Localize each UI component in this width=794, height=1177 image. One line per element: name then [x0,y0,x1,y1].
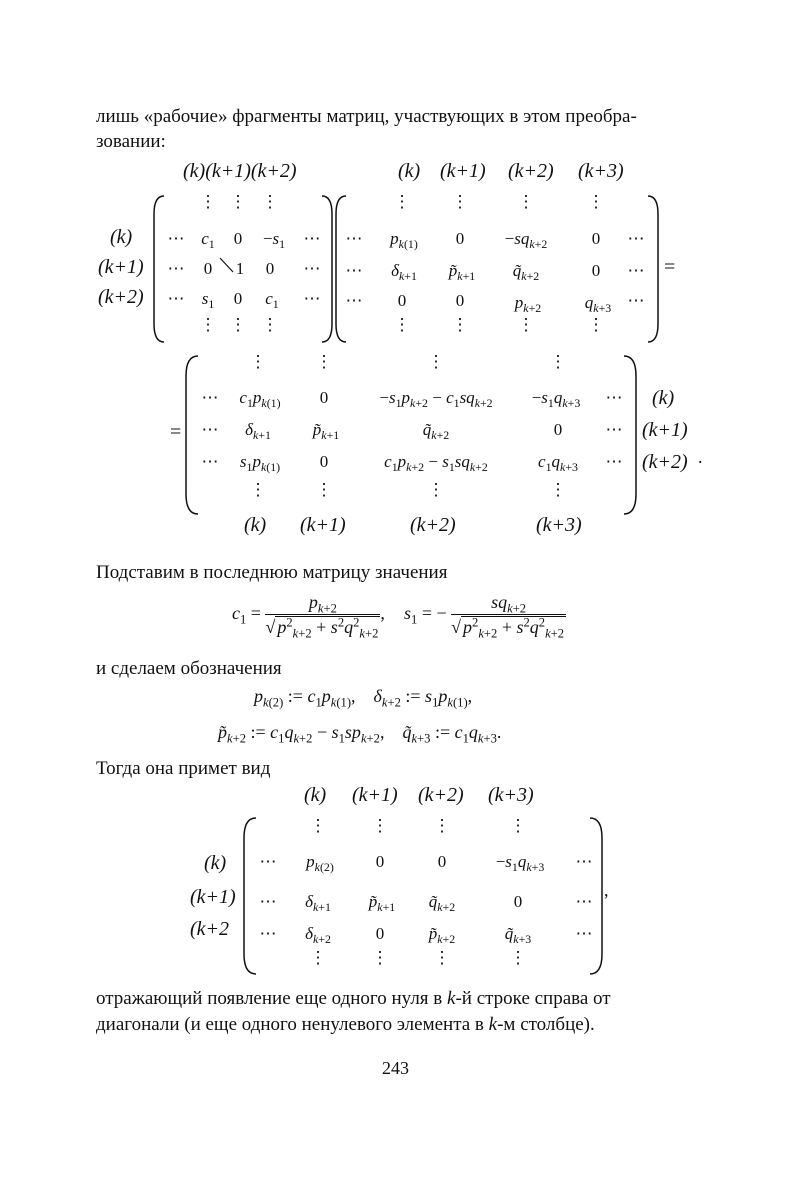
column-label: (k) [244,514,267,536]
column-label: (k+3) [488,784,534,806]
matrix-entry: ⋮ [549,480,567,499]
matrix-entry: ⋯ [345,261,363,280]
matrix-entry: ⋯ [201,452,219,471]
matrix-entry: 0 [437,852,447,871]
matrix-entry: 0 [375,924,385,943]
matrix-entry: ⋯ [303,229,321,248]
matrix-entry: 0 [591,229,601,248]
matrix-entry: ⋮ [371,816,389,835]
matrix-entry: $c_1p_{k(1)}$ [239,388,281,411]
matrix-entry: $-s_1q_{k+3}$ [531,388,581,411]
matrix-entry: $p̃_{k+2}$ [428,924,456,947]
matrix-entry: ⋮ [433,816,451,835]
matrix-entry: $q̃_{k+2}$ [422,420,450,443]
column-label: (k) [304,784,327,806]
matrix-entry: 0 [455,229,465,248]
matrix-entry: ⋯ [167,229,185,248]
page-number: 243 [382,1058,409,1078]
matrix-entry: ⋮ [229,192,247,211]
matrix-entry: 0 [233,229,243,248]
matrix-entry: ⋯ [605,452,623,471]
matrix-entry: ⋯ [201,388,219,407]
paragraph-line: зовании: [96,131,166,152]
matrix-entry: ⋯ [627,291,645,310]
paragraph-line: отражающий появление еще одного нуля в k-й строке справа от [96,988,611,1009]
matrix-entry: $c_1$ [265,289,279,312]
matrix-entry: $-s_1p_{k+2} - c_1sq_{k+2}$ [379,388,493,411]
matrix-entry: ⋯ [303,289,321,308]
column-labels: (k)(k+1)(k+2) [183,160,297,182]
paragraph-line: Подставим в последнюю матрицу значения [96,562,448,583]
matrix-entry: $p̃_{k+1}$ [448,261,476,284]
matrix-entry: 0 [265,259,275,278]
matrix-entry: ⋯ [605,388,623,407]
matrix-entry: $c_1$ [201,229,215,252]
matrix-entry: ⋮ [451,315,469,334]
formula-c1: $c_1$ = $\frac{p_{k+2}}{√ p^2_{k+2} + s^2q^2_{k+2}}$ , [232,592,385,641]
definition-line: $p_{k(2)}$ := $c_1p_{k(1)}$, $\delta_{k+2}$ := $s_1p_{k(1)}$, [254,686,473,710]
equals-sign: = [664,256,676,278]
matrix-entry: $p_{k(2)}$ [306,852,334,875]
matrix-entry: $p_{k(1)}$ [390,229,418,252]
matrix-entry: ⋮ [371,948,389,967]
formula-s1: $s_1$ = − $\frac{sq_{k+2}}{√ p^2_{k+2} + s^2q^2_{k+2}}$ [404,592,565,641]
matrix-entry: 0 [591,261,601,280]
row-label: (k) [652,387,675,409]
paragraph-line: диагонали (и еще одного ненулевого элемента в k-м столбце). [96,1014,595,1035]
matrix-entry: ⋯ [575,924,593,943]
matrix-entry: ⋯ [201,420,219,439]
row-label: (k+2) [642,451,688,473]
matrix-entry: ⋯ [167,259,185,278]
matrix-entry: 0 [375,852,385,871]
equals-sign: = [170,421,182,443]
matrix-entry: ⋮ [587,315,605,334]
matrix-entry: ⋮ [451,192,469,211]
matrix-entry: ⋮ [393,315,411,334]
matrix-entry: $p̃_{k+1}$ [368,892,396,915]
matrix-entry: ⋮ [261,192,279,211]
column-label: (k+3) [536,514,582,536]
matrix-entry: $c_1q_{k+3}$ [538,452,578,475]
matrix-entry: ⋯ [259,852,277,871]
matrix-entry: ⋯ [627,261,645,280]
matrix-entry: $-sq_{k+2}$ [504,229,548,252]
row-label: (k+1) [98,256,144,278]
matrix-entry: ⋮ [587,192,605,211]
matrix-entry: ⋮ [249,480,267,499]
column-label: (k+1) [352,784,398,806]
matrix-entry: ⋯ [259,924,277,943]
matrix-entry: ⋮ [229,315,247,334]
row-label: (k+2 [190,918,230,940]
matrix-entry: ⋮ [427,352,445,371]
matrix-entry: ⋮ [309,816,327,835]
column-label: (k+3) [578,160,624,182]
matrix-entry: ⋯ [605,420,623,439]
matrix-entry: $q̃_{k+3}$ [504,924,532,947]
matrix-entry: ⋮ [509,948,527,967]
matrix-entry: ⋯ [575,852,593,871]
matrix-entry: ⋯ [575,892,593,911]
matrix-entry: $q_{k+3}$ [584,293,612,316]
matrix-entry: $c_1p_{k+2} - s_1sq_{k+2}$ [384,452,488,475]
matrix-entry: ⋯ [303,259,321,278]
matrix-entry: $\delta_{k+1}$ [245,420,271,443]
row-label: (k) [204,852,227,874]
matrix-entry: ⋯ [627,229,645,248]
matrix-entry: $-s_1$ [262,229,286,252]
column-label: (k+2) [418,784,464,806]
matrix-entry: 0 [233,289,243,308]
matrix-entry: $\delta_{k+1}$ [305,892,331,915]
matrix-entry: ⋮ [199,192,217,211]
definition-line: $p̃_{k+2}$ := $c_1q_{k+2} - s_1sp_{k+2}$, $q̃_{k+3}$ := $c_1q_{k+3}$. [218,722,502,746]
matrix-entry: $\delta_{k+2}$ [305,924,331,947]
matrix-entry: $q̃_{k+2}$ [428,892,456,915]
matrix-entry: ⋮ [249,352,267,371]
matrix-entry: ⋮ [261,315,279,334]
column-label: (k+2) [410,514,456,536]
matrix-entry: ⋮ [549,352,567,371]
matrix-entry: ⋮ [199,315,217,334]
matrix-entry: 0 [319,452,329,471]
matrix-entry: $p_{k+2}$ [514,293,542,316]
matrix-entry: $s_1p_{k(1)}$ [239,452,281,475]
column-label: (k+1) [440,160,486,182]
matrix-entry: 0 [513,892,523,911]
paragraph-line: лишь «рабочие» фрагменты матриц, участвующих в этом преобра- [96,106,637,127]
matrix-entry: ⋯ [167,289,185,308]
matrix-entry: $\delta_{k+1}$ [391,261,417,284]
row-label: (k+2) [98,286,144,308]
matrix-entry: ⋮ [393,192,411,211]
row-label: (k+1) [642,419,688,441]
column-label: (k) [398,160,421,182]
matrix-entry: ⋮ [315,352,333,371]
matrix-entry: 0 [455,291,465,310]
matrix-entry: ⋮ [309,948,327,967]
row-label: (k+1) [190,886,236,908]
matrix-entry: ⋮ [517,315,535,334]
matrix-entry: $q̃_{k+2}$ [512,261,540,284]
matrix-entry: ⋯ [345,291,363,310]
matrix-entry: 0 [397,291,407,310]
column-label: (k+1) [300,514,346,536]
matrix-entry: $-s_1q_{k+3}$ [495,852,545,875]
paragraph-line: и сделаем обозначения [96,658,282,679]
matrix-entry: ⋮ [517,192,535,211]
matrix-entry: 1 [235,259,245,278]
matrix-entry: $p̃_{k+1}$ [312,420,340,443]
column-label: (k+2) [508,160,554,182]
row-label: (k) [110,226,133,248]
matrix-entry: ⋯ [259,892,277,911]
matrix-entry: ⋮ [509,816,527,835]
matrix-entry: ⋯ [345,229,363,248]
matrix-entry: 0 [553,420,563,439]
matrix-entry: ⋮ [315,480,333,499]
matrix-entry: 0 [319,388,329,407]
matrix-entry: ⋮ [427,480,445,499]
paragraph-line: Тогда она примет вид [96,758,271,779]
matrix-entry: 0 [203,259,213,278]
matrix-entry: ⋮ [433,948,451,967]
matrix-entry: $s_1$ [201,289,215,312]
